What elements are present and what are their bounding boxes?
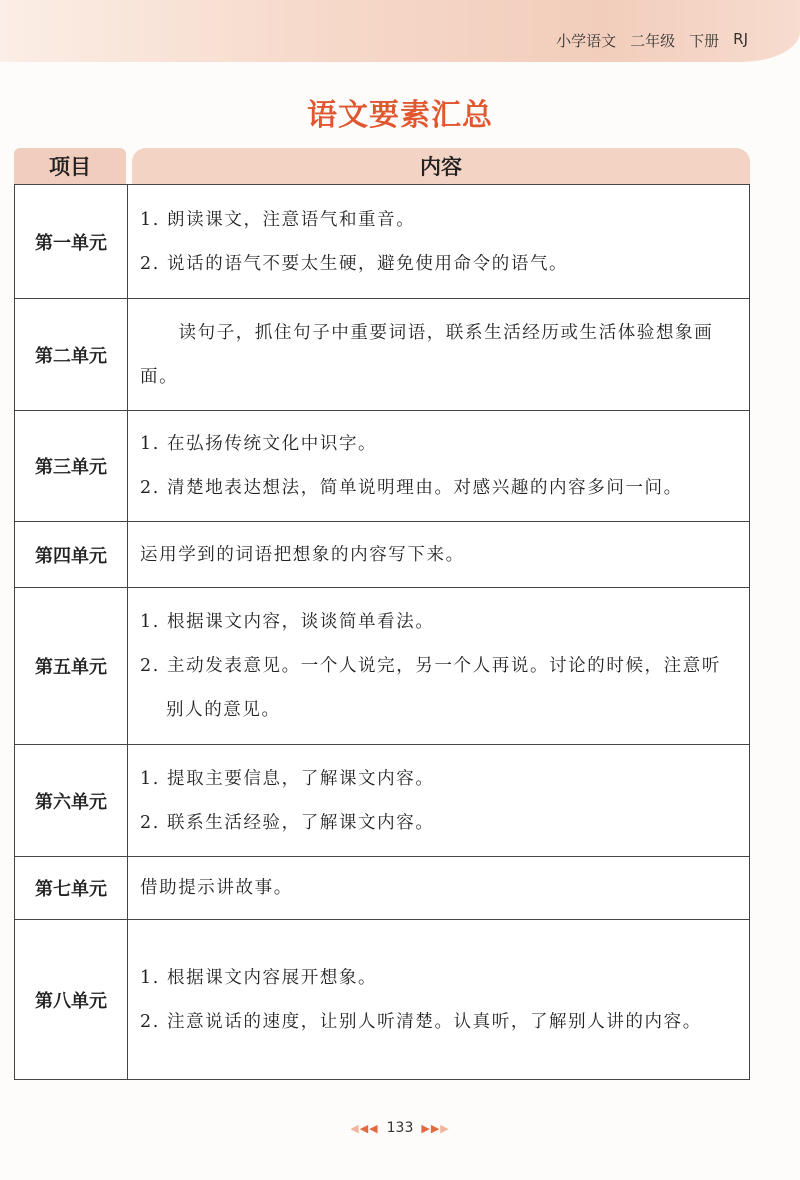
table-body [14, 184, 750, 1080]
content-cell [128, 745, 749, 856]
table-row [15, 587, 749, 744]
header-volume: 下册 [689, 32, 720, 50]
table-header [14, 148, 750, 184]
summary-table [14, 148, 750, 1080]
unit-cell: 第七单元 [15, 857, 128, 919]
table-row [15, 410, 749, 521]
header-subject: 小学语文 [556, 32, 617, 50]
unit-cell: 第六单元 [15, 745, 128, 856]
unit-cell: 第二单元 [15, 299, 128, 410]
content-cell [128, 920, 749, 1079]
content-line: 2. 联系生活经验，了解课文内容。 [140, 812, 435, 833]
content-line: 运用学到的词语把想象的内容写下来。 [140, 544, 465, 565]
column-header-item: 项目 [14, 148, 126, 184]
content-line: 1. 朗读课文，注意语气和重音。 [140, 209, 416, 230]
unit-cell: 第五单元 [15, 588, 128, 744]
content-line: 2. 说话的语气不要太生硬，避免使用命令的语气。 [140, 253, 569, 274]
unit-cell: 第一单元 [15, 185, 128, 298]
column-header-content: 内容 [132, 148, 750, 184]
table-row [15, 298, 749, 410]
table-row [15, 185, 749, 298]
unit-cell: 第八单元 [15, 920, 128, 1079]
page-number: 133 [386, 1120, 414, 1136]
content-line: 借助提示讲故事。 [140, 878, 293, 898]
previous-page-arrows-icon: ◀◀◀ [350, 1121, 379, 1135]
header-info [556, 30, 748, 51]
unit-cell: 第三单元 [15, 411, 128, 521]
content-line: 1. 在弘扬传统文化中识字。 [140, 434, 378, 454]
content-cell [128, 299, 749, 410]
content-line: 2. 注意说话的速度，让别人听清楚。认真听，了解别人讲的内容。 [140, 1011, 702, 1032]
content-cell [128, 411, 749, 521]
content-line: 1. 根据课文内容，谈谈简单看法。 [140, 612, 435, 632]
content-line: 读句子，抓住句子中重要词语，联系生活经历或生活体验想象画面。 [140, 322, 714, 387]
table-row [15, 919, 749, 1079]
content-cell [128, 522, 749, 587]
page-title: 语文要素汇总 [307, 98, 493, 133]
header-edition: RJ [733, 30, 748, 48]
content-cell [128, 588, 749, 744]
content-line: 2. 清楚地表达想法，简单说明理由。对感兴趣的内容多问一问。 [140, 478, 683, 498]
table-row [15, 856, 749, 919]
unit-cell: 第四单元 [15, 522, 128, 587]
table-row [15, 744, 749, 856]
next-page-arrows-icon: ▶▶▶ [421, 1121, 450, 1135]
header-grade: 二年级 [630, 32, 676, 50]
table-row [15, 521, 749, 587]
content-line: 1. 根据课文内容展开想象。 [140, 967, 378, 988]
page-footer [0, 1120, 800, 1136]
content-line: 1. 提取主要信息，了解课文内容。 [140, 768, 435, 789]
content-cell [128, 185, 749, 298]
content-line: 2. 主动发表意见。一个人说完，另一个人再说。讨论的时候，注意听别人的意见。 [140, 656, 721, 720]
content-cell [128, 857, 749, 919]
